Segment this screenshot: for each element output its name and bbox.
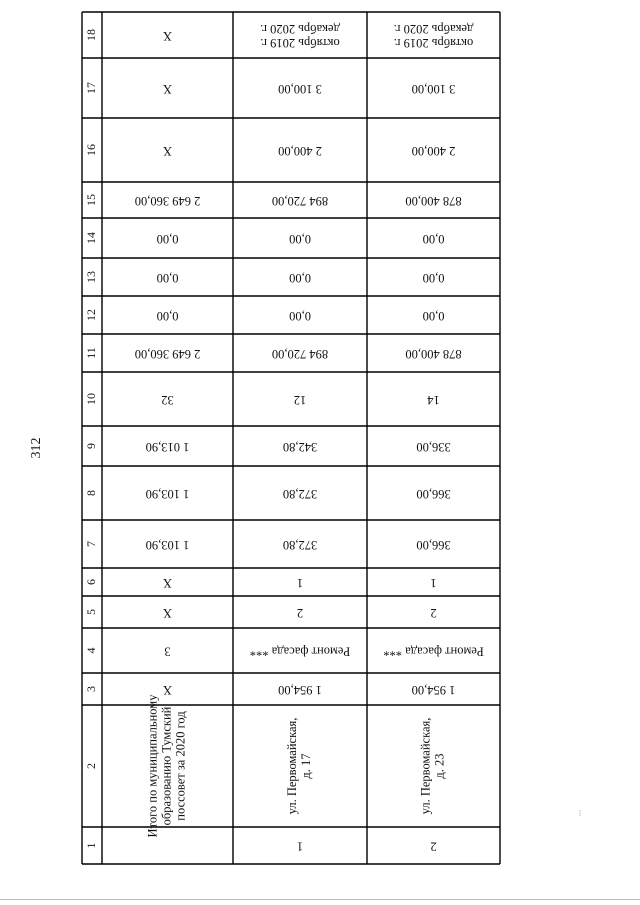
cell-r2-c11 bbox=[405, 347, 461, 361]
cell-r2-c18-text: декабрь 2020 г. bbox=[393, 22, 474, 37]
cell-r0-c9-text: 1 013,90 bbox=[145, 440, 190, 455]
cell-r2-c1 bbox=[430, 840, 436, 854]
cell-r0-c15 bbox=[135, 194, 201, 208]
cell-r0-c11-text: 2 649 360,00 bbox=[134, 347, 201, 362]
cell-r1-c16 bbox=[278, 144, 322, 158]
cell-r0-c5 bbox=[163, 606, 172, 620]
cell-r1-c7 bbox=[283, 538, 317, 552]
cell-r2-c11-text: 878 400,00 bbox=[405, 347, 462, 362]
cell-r1-c13-text: 0,00 bbox=[289, 271, 311, 286]
column-number-14-line: 14 bbox=[83, 232, 98, 244]
cell-r0-c15-text: 2 649 360,00 bbox=[134, 194, 201, 209]
scan-artifact: ... bbox=[572, 809, 583, 817]
cell-r1-c18-text: октябрь 2019 г. bbox=[260, 36, 340, 51]
cell-r0-c12-text: 0,00 bbox=[156, 309, 179, 324]
column-number-16-line: 16 bbox=[83, 144, 98, 156]
cell-r0-c17-text: X bbox=[162, 82, 173, 97]
cell-r0-c2-text: образованию Тумский bbox=[159, 706, 174, 826]
column-number-14 bbox=[84, 232, 98, 244]
column-number-17 bbox=[84, 82, 98, 94]
cell-r0-c16-text: X bbox=[162, 144, 173, 159]
cell-r2-c16-text: 2 400,00 bbox=[411, 144, 456, 159]
column-number-8 bbox=[84, 490, 98, 496]
column-number-8-line: 8 bbox=[83, 490, 98, 496]
cell-r0-c11 bbox=[135, 347, 201, 361]
cell-r0-c6-text: X bbox=[162, 576, 173, 591]
cell-r2-c9-text: 336,00 bbox=[416, 440, 451, 455]
cell-r1-c8 bbox=[283, 487, 317, 501]
cell-r0-c13 bbox=[157, 271, 179, 285]
cell-r1-c2 bbox=[285, 718, 313, 815]
cell-r1-c9-text: 342,80 bbox=[282, 440, 318, 455]
cell-r1-c10-text: 12 bbox=[293, 393, 307, 408]
cell-r0-c2 bbox=[145, 694, 187, 838]
cell-r1-c16-text: 2 400,00 bbox=[278, 144, 322, 159]
column-number-9-line: 9 bbox=[83, 443, 98, 449]
cell-r1-c2-text: д. 17 bbox=[298, 753, 313, 779]
cell-r1-c11-text: 894 720,00 bbox=[271, 347, 329, 362]
cell-r0-c7-text: 1 103,90 bbox=[145, 538, 190, 553]
cell-r2-c4 bbox=[383, 645, 483, 659]
cell-r2-c2-text: ул. Первомайская, bbox=[418, 717, 433, 815]
cell-r2-c7-text: 366,00 bbox=[416, 538, 451, 553]
column-number-7 bbox=[84, 541, 98, 547]
column-number-16 bbox=[84, 144, 98, 156]
table-cells bbox=[84, 22, 484, 854]
cell-r0-c13-text: 0,00 bbox=[156, 271, 179, 286]
cell-r1-c17-text: 3 100,00 bbox=[278, 82, 322, 97]
cell-r0-c17 bbox=[163, 82, 172, 96]
cell-r2-c16 bbox=[412, 144, 456, 158]
cell-r1-c3-text: 1 954,00 bbox=[278, 683, 322, 698]
cell-r1-c3 bbox=[278, 683, 322, 697]
column-number-4 bbox=[84, 648, 98, 654]
cell-r1-c2-text: ул. Первомайская, bbox=[284, 717, 299, 815]
cell-r0-c6 bbox=[163, 576, 172, 590]
cell-r1-c13 bbox=[289, 271, 311, 285]
cell-r1-c5 bbox=[297, 606, 303, 620]
cell-r1-c8-text: 372,80 bbox=[282, 487, 318, 502]
cell-r2-c3 bbox=[412, 683, 456, 697]
cell-r2-c10 bbox=[427, 393, 440, 407]
cell-r1-c1 bbox=[297, 840, 303, 854]
column-number-4-line: 4 bbox=[83, 647, 98, 654]
cell-r2-c6-text: 1 bbox=[430, 576, 437, 591]
column-number-7-line: 7 bbox=[83, 541, 98, 547]
cell-r0-c7 bbox=[146, 538, 190, 552]
cell-r1-c4-text: Ремонт фасада *** bbox=[249, 644, 351, 659]
column-number-10-line: 10 bbox=[83, 393, 98, 405]
cell-r2-c9 bbox=[416, 440, 450, 454]
column-number-13-line: 13 bbox=[83, 271, 98, 283]
cell-r1-c18-text: декабрь 2020 г. bbox=[260, 22, 340, 37]
cell-r1-c6-text: 1 bbox=[296, 576, 304, 591]
cell-r1-c14-text: 0,00 bbox=[289, 232, 311, 247]
cell-r2-c15 bbox=[405, 194, 461, 208]
cell-r2-c1-text: 2 bbox=[430, 839, 437, 854]
cell-r0-c14 bbox=[157, 232, 179, 246]
cell-r1-c12 bbox=[289, 309, 311, 323]
cell-r2-c6 bbox=[430, 576, 436, 590]
column-number-18-line: 18 bbox=[83, 29, 98, 41]
cell-r0-c12 bbox=[157, 309, 179, 323]
cell-r1-c9 bbox=[283, 440, 317, 454]
cell-r2-c8-text: 366,00 bbox=[416, 487, 451, 502]
cell-r1-c1-text: 1 bbox=[296, 839, 304, 854]
cell-r1-c17 bbox=[278, 82, 322, 96]
column-number-11 bbox=[84, 347, 98, 359]
cell-r0-c10 bbox=[161, 393, 174, 407]
cell-r1-c14 bbox=[289, 232, 311, 246]
column-number-1 bbox=[84, 843, 98, 849]
cell-r2-c3-text: 1 954,00 bbox=[411, 683, 456, 698]
cell-r1-c5-text: 2 bbox=[296, 606, 304, 621]
column-number-10 bbox=[84, 393, 98, 405]
column-number-6 bbox=[84, 579, 98, 585]
cell-r2-c10-text: 14 bbox=[427, 393, 440, 408]
cell-r2-c2-text: д. 23 bbox=[432, 753, 447, 779]
cell-r0-c14-text: 0,00 bbox=[156, 232, 179, 247]
cell-r0-c10-text: 32 bbox=[161, 393, 174, 408]
cell-r1-c15 bbox=[272, 194, 328, 208]
page-number: 312 bbox=[29, 437, 44, 459]
cell-r2-c2 bbox=[418, 718, 446, 815]
cell-r0-c2-text: Итого по муниципальному bbox=[145, 694, 160, 838]
column-number-1-line: 1 bbox=[83, 842, 98, 849]
cell-r1-c18 bbox=[260, 22, 340, 50]
cell-r2-c17-text: 3 100,00 bbox=[411, 82, 456, 97]
cell-r2-c14 bbox=[423, 232, 445, 246]
page-bottom-edge bbox=[0, 899, 640, 900]
column-number-12 bbox=[84, 309, 98, 321]
cell-r2-c12 bbox=[423, 309, 445, 323]
cell-r1-c4 bbox=[250, 645, 350, 659]
cell-r2-c18 bbox=[394, 22, 474, 50]
column-number-15-line: 15 bbox=[83, 194, 98, 206]
cell-r0-c5-text: X bbox=[162, 606, 173, 621]
cell-r0-c16 bbox=[163, 144, 172, 158]
cell-r2-c18-text: октябрь 2019 г. bbox=[393, 36, 474, 51]
cell-r1-c6 bbox=[297, 576, 303, 590]
cell-r0-c18 bbox=[163, 29, 172, 43]
column-number-5 bbox=[84, 609, 98, 615]
cell-r0-c2-text: поссовет за 2020 год bbox=[173, 711, 188, 821]
cell-r0-c4 bbox=[164, 645, 170, 659]
column-number-18 bbox=[84, 29, 98, 41]
cell-r2-c4-text: Ремонт фасада *** bbox=[383, 644, 484, 659]
column-number-6-line: 6 bbox=[83, 579, 98, 585]
column-number-17-line: 17 bbox=[83, 82, 98, 94]
column-number-12-line: 12 bbox=[83, 309, 98, 321]
cell-r2-c7 bbox=[416, 538, 450, 552]
cell-r2-c12-text: 0,00 bbox=[422, 309, 445, 324]
cell-r2-c13 bbox=[423, 271, 445, 285]
column-number-15 bbox=[84, 194, 98, 206]
cell-r0-c8 bbox=[146, 487, 190, 501]
cell-r1-c10 bbox=[294, 393, 307, 407]
cell-r2-c5 bbox=[430, 606, 436, 620]
column-number-5-line: 5 bbox=[83, 609, 98, 615]
cell-r0-c9 bbox=[146, 440, 190, 454]
cell-r2-c14-text: 0,00 bbox=[422, 232, 445, 247]
cell-r1-c11 bbox=[272, 347, 328, 361]
cell-r1-c15-text: 894 720,00 bbox=[271, 194, 329, 209]
cell-r2-c8 bbox=[416, 487, 450, 501]
column-number-3 bbox=[84, 686, 98, 692]
cell-r0-c18-text: X bbox=[162, 29, 173, 44]
cell-r2-c15-text: 878 400,00 bbox=[405, 194, 462, 209]
column-number-11-line: 11 bbox=[83, 347, 98, 359]
cell-r0-c3 bbox=[163, 683, 172, 697]
cell-r0-c4-text: 3 bbox=[164, 644, 171, 659]
cell-r1-c7-text: 372,80 bbox=[282, 538, 318, 553]
cell-r2-c13-text: 0,00 bbox=[422, 271, 445, 286]
column-number-9 bbox=[84, 443, 98, 449]
cell-r1-c12-text: 0,00 bbox=[289, 309, 311, 324]
cell-r0-c8-text: 1 103,90 bbox=[145, 487, 190, 502]
column-number-2 bbox=[84, 763, 98, 769]
cell-r2-c5-text: 2 bbox=[430, 606, 437, 621]
column-number-13 bbox=[84, 271, 98, 283]
column-number-3-line: 3 bbox=[83, 686, 98, 692]
column-number-2-line: 2 bbox=[83, 763, 98, 769]
cell-r0-c3-text: X bbox=[162, 683, 173, 698]
cell-r2-c17 bbox=[412, 82, 456, 96]
